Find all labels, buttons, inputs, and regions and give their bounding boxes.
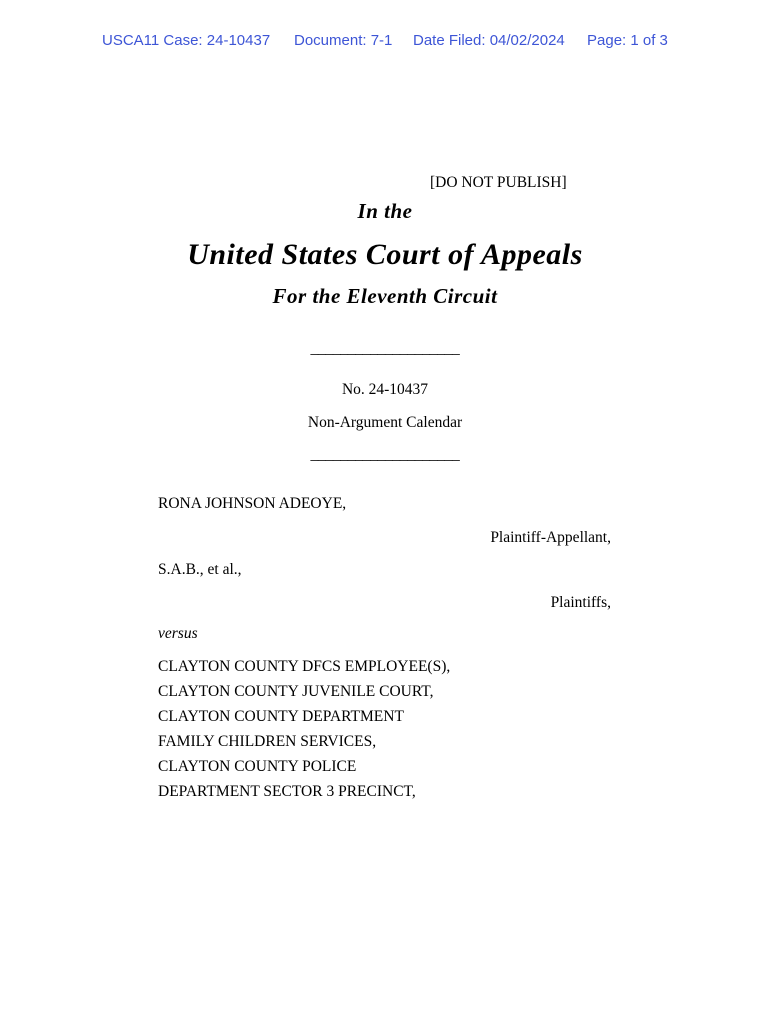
court-in-the: In the [357,199,413,223]
top-divider: ____________________ [310,340,460,357]
header-date-filed: Date Filed: 04/02/2024 [413,32,565,49]
header-case-number: USCA11 Case: 24-10437 [102,32,271,49]
defendants-list [158,654,450,804]
filing-header [0,32,770,52]
court-circuit: For the Eleventh Circuit [272,284,498,308]
defendant-line: CLAYTON COUNTY POLICE [158,758,357,775]
versus-label: versus [158,625,198,642]
defendant-line: CLAYTON COUNTY DFCS EMPLOYEE(S), [158,658,451,675]
defendant-line: CLAYTON COUNTY JUVENILE COURT, [158,683,434,700]
plaintiffs-name: S.A.B., et al., [158,561,242,578]
bottom-divider: ____________________ [310,446,460,463]
defendant-line: FAMILY CHILDREN SERVICES, [158,733,377,750]
publish-notice: [DO NOT PUBLISH] [430,174,567,191]
calendar-type: Non-Argument Calendar [307,414,463,431]
defendant-line: CLAYTON COUNTY DEPARTMENT [158,708,404,725]
court-name: United States Court of Appeals [187,238,583,271]
appellant-name: RONA JOHNSON ADEOYE, [158,495,347,512]
plaintiffs-role: Plaintiffs, [550,594,611,611]
defendant-line: DEPARTMENT SECTOR 3 PRECINCT, [158,783,416,800]
header-document-number: Document: 7-1 [294,32,393,49]
case-number: No. 24-10437 [341,381,429,398]
header-page-count: Page: 1 of 3 [587,32,668,49]
appellant-role: Plaintiff-Appellant, [490,529,611,546]
